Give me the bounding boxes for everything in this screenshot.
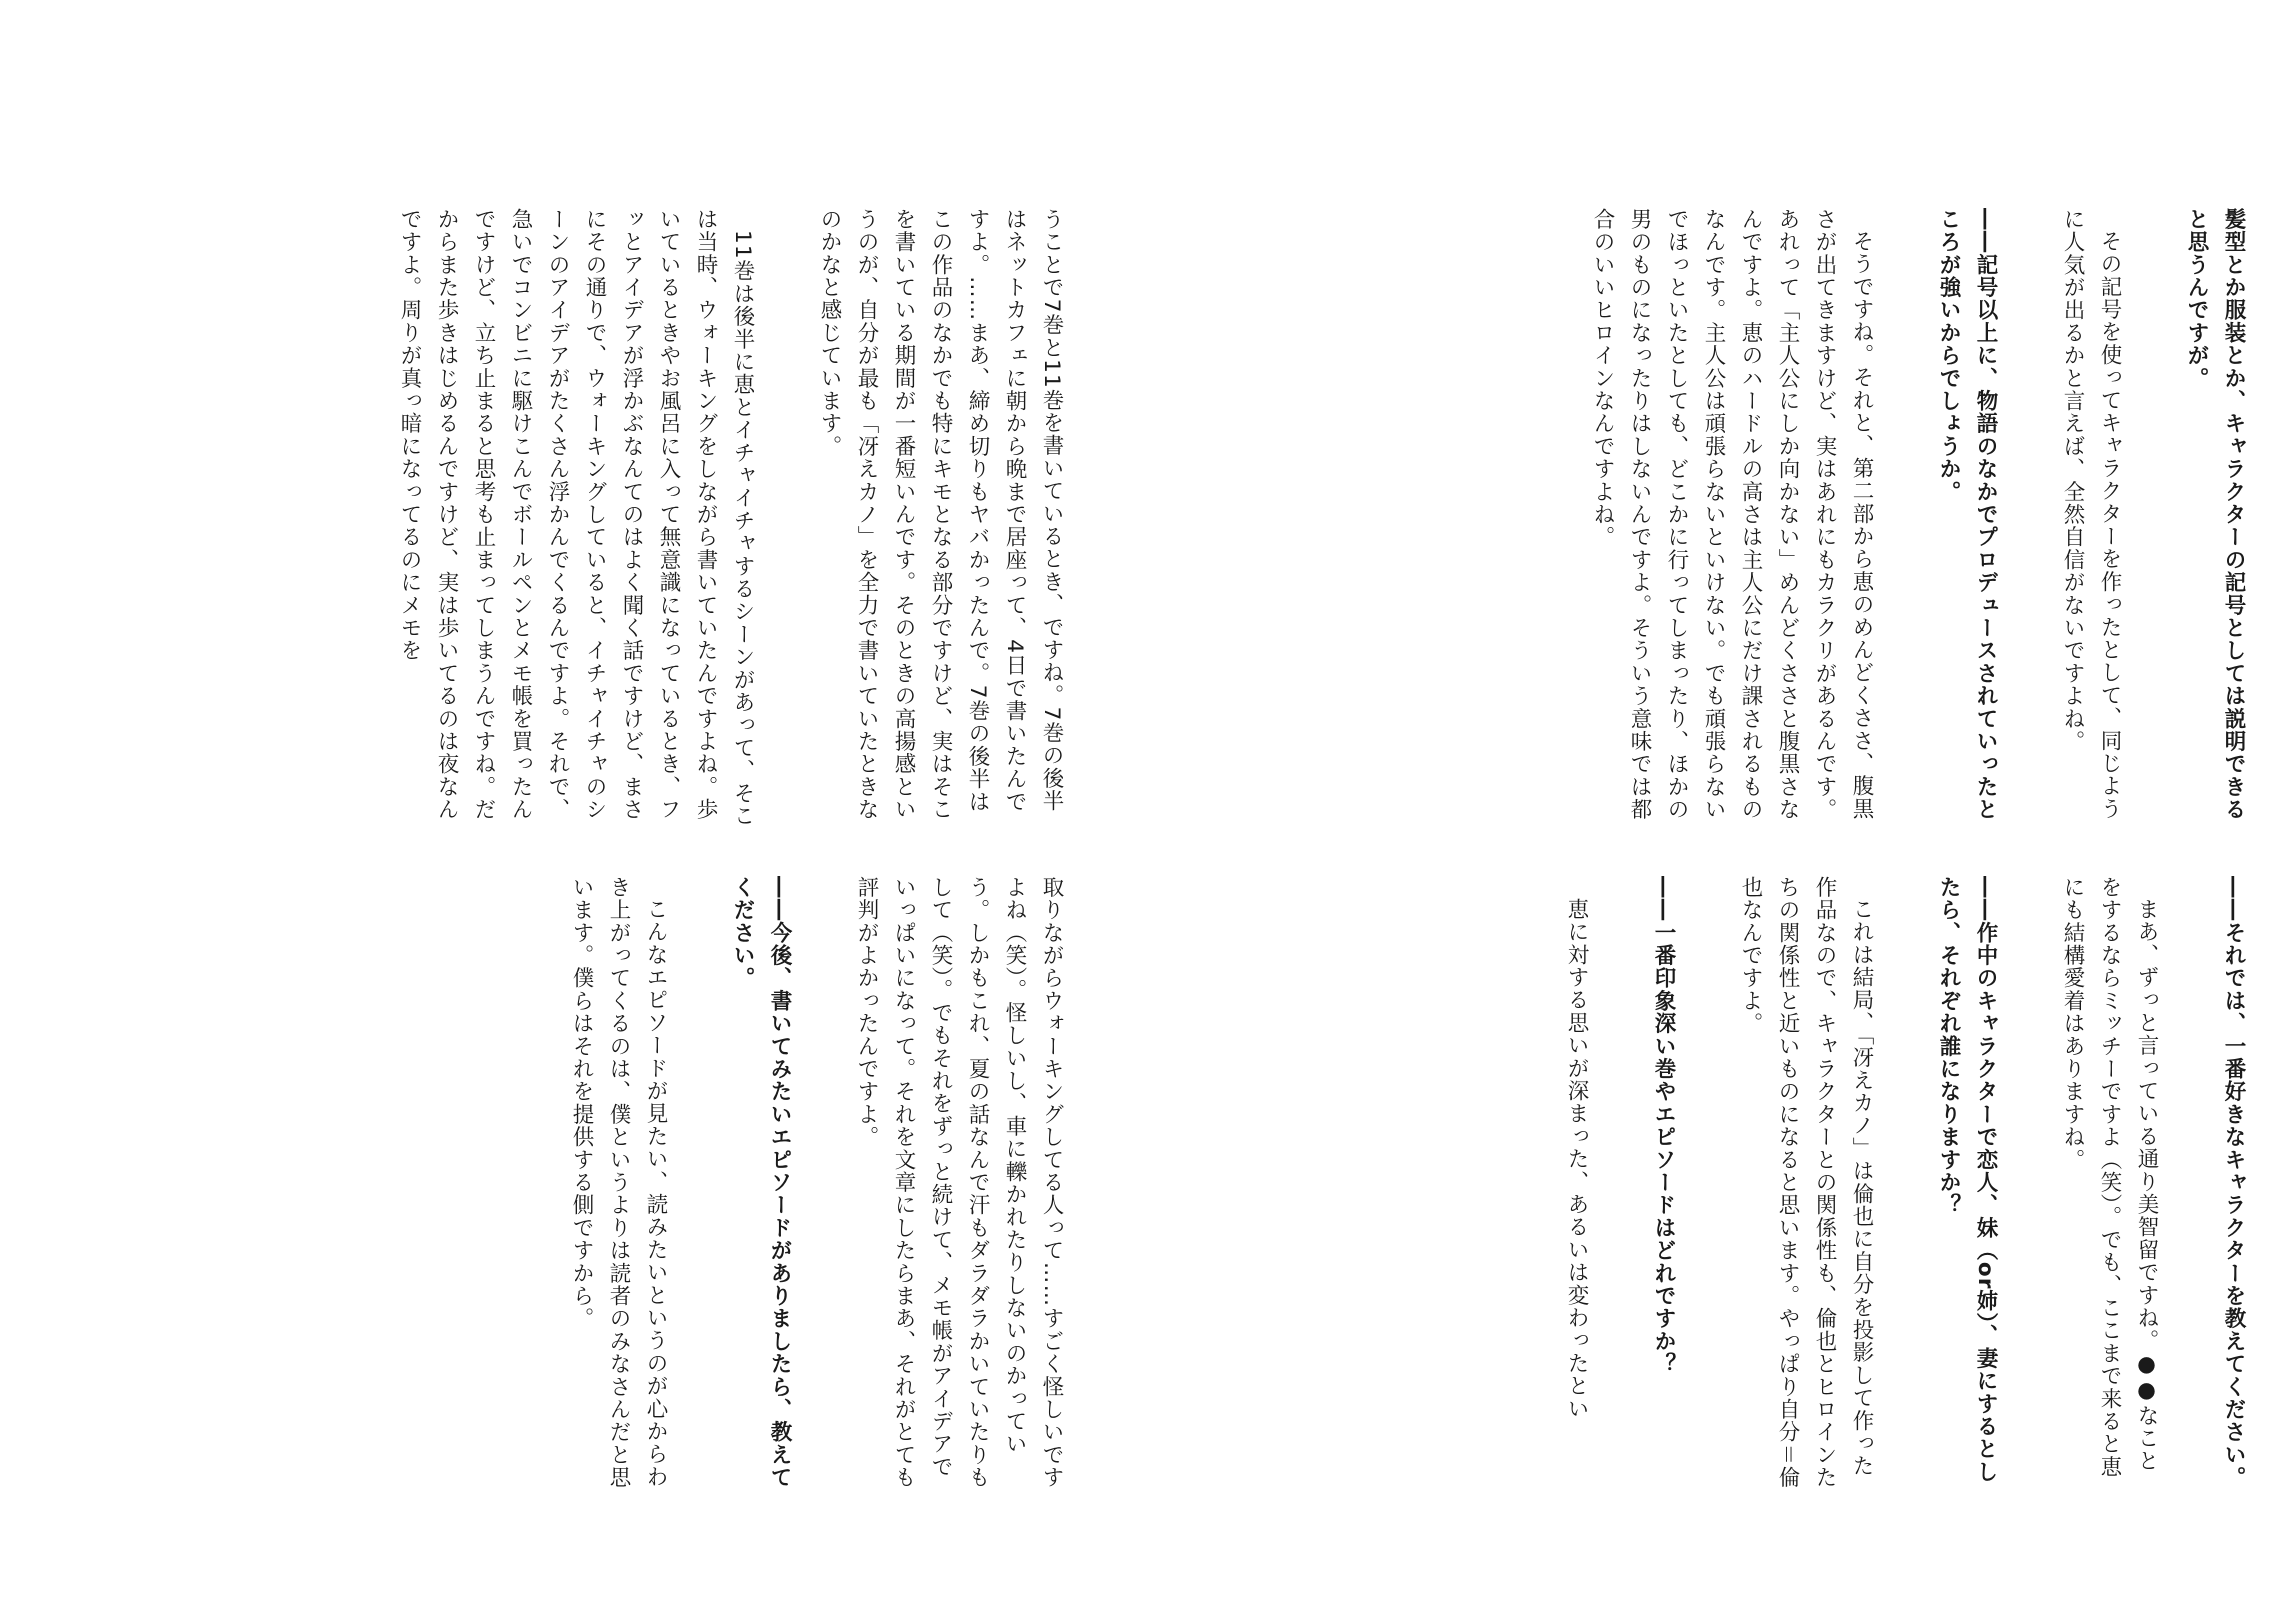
interview-question: ――今後、書いてみたいエピソードがありましたら、教えてください。 <box>730 876 792 1489</box>
interview-answer-continued: 取りながらウォーキングしてる人って……すごく怪しいですよね（笑）。怪しいし、車に轢かれたりしないのかっていう。しかもこれ、夏の話なんで汗もダラダラかいていたりもして（笑）。でもそれをずっと続けて、メモ帳がアイデアでいっぱいになって。それを文章にしたらまあ、それがとても評判がよかったんですよ。 <box>854 876 1064 1489</box>
interview-question: ――作中のキャラクターで恋人、妹（or姉）、妻にするとしたら、それぞれ誰になりますか？ <box>1936 876 1998 1484</box>
interview-answer: その記号を使ってキャラクターを作ったとして、同じように人気が出るかと言えば、全然自信がないですよね。 <box>2060 208 2122 820</box>
right-page-upper-tier <box>1202 208 2252 828</box>
interview-answer: こんなエピソードが見たい、読みたいというのが心からわき上がってくるのは、僕というよりは読者のみなさんだと思います。僕らはそれを提供する側ですから。 <box>569 876 668 1489</box>
interview-question: ――一番印象深い巻やエピソードはどれですか？ <box>1651 876 1676 1376</box>
interview-answer: まあ、ずっと言っている通り美智留ですね。●●なことをするならミッチーですよ（笑）。でも、ここまで来ると恵にも結構愛着はありますね。 <box>2060 876 2159 1479</box>
interview-question: ――記号以上に、物語のなかでプロデュースされていったところが強いからでしょうか。 <box>1936 208 1998 821</box>
interview-answer: これは結局、「冴えカノ」は倫也に自分を投影して作った作品なので、キャラクターとの関係性も、倫也とヒロインたちの関係性と近いものになると思います。やっぱり自分＝倫也なんですよ。 <box>1738 876 1874 1489</box>
left-page <box>0 0 1135 1600</box>
right-page-lower-tier <box>1202 876 2252 1492</box>
right-page <box>1136 0 2271 1600</box>
left-page-lower-tier <box>118 876 1070 1492</box>
interview-answer-continued: うことで7巻と11巻を書いているとき、ですね。7巻の後半はネットカフェに朝から晩まで居座って、4日で書いたんですよ。……まあ、締め切りもヤバかったんで。7巻の後半はこの作品のなかでも特にキモとなる部分ですけど、実はそこを書いている期間が一番短いんです。そのときの高揚感というのが、自分が最も「冴えカノ」を全力で書いていたときなのかなと感じています。 <box>817 208 1064 821</box>
interview-answer: 恵に対する思いが深まった、あるいは変わったとい <box>1564 897 1589 1420</box>
interview-question: ――それでは、一番好きなキャラクターを教えてください。 <box>2221 876 2246 1489</box>
interview-question: 髪型とか服装とか、キャラクターの記号としては説明できると思うんですが。 <box>2184 208 2246 821</box>
interview-answer: 11巻は後半に恵とイチャイチャするシーンがあって、そこは当時、ウォーキングをしながら書いていたんですよね。歩いているときやお風呂に入って無意識になっているとき、フッとアイデアが浮かぶなんてのはよく聞く話ですけど、まさにその通りで、ウォーキングしていると、イチャイチャのシーンのアイデアがたくさん浮かんでくるんですよ。それで、急いでコンビニに駆けこんでボールペンとメモ帳を買ったんですけど、立ち止まると思考も止まってしまうんですね。だからまた歩きはじめるんですけど、実は歩いてるのは夜なんですよ。周りが真っ暗になってるのにメモを <box>397 208 755 827</box>
interview-answer: そうですね。それと、第二部から恵のめんどくささ、腹黒さが出てきますけど、実はあれにもカラクリがあるんです。あれって「主人公にしか向かない」めんどくささと腹黒さなんですよ。恵のハードルの高さは主人公にだけ課されるものなんです。主人公は頑張らないといけない。でも頑張らないでほっといたとしても、どこかに行ってしまったり、ほかの男のものになったりはしないんですよ。そういう意味では都合のいいヒロインなんですよね。 <box>1590 208 1874 821</box>
left-page-upper-tier <box>118 208 1070 828</box>
